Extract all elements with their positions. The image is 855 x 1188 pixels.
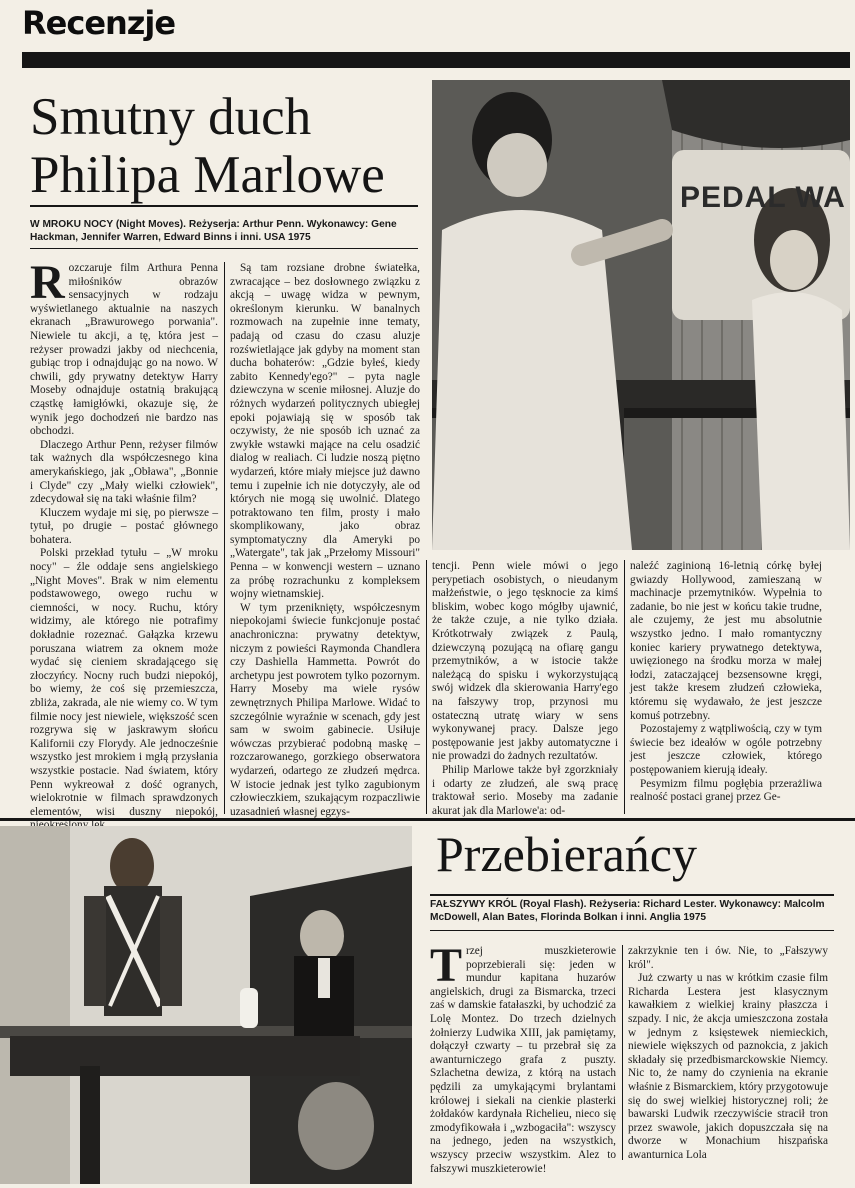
review2-column-2 xyxy=(628,945,828,1163)
column-rule xyxy=(426,560,427,814)
review1-column-4 xyxy=(630,560,822,805)
paragraph: rzej muszkieterowie poprzebierali się: jeden w mundur kapitana huzarów angielskich, drugi za Bismarcka, trzeci zaś w damskie fatałaszki, by uchodzić za Lolę Montez. Do trzech dzielnych żołnierzy Ludwika XIII, jak pamiętamy, dołączył czwarty – tu przebrał się za awanturniczego grafa z puszty. Szlachetna dewiza, z którą na ustach pędzili za umykającymi brylantami królowej i siekali na cienkie plasterki żołdaków kardynała Richelieu, nieco się zmodyfikowała i „wzbogaciła": wszyscy na jednego, jeden na wszystkich, wszyscy przeciw wszystkim. Alez to fałszywi muszkieterowie! xyxy=(430,945,616,1175)
section-divider xyxy=(0,818,855,821)
review1-column-1 xyxy=(30,256,218,833)
film-still-photo-2 xyxy=(0,826,412,1184)
column-rule xyxy=(224,262,225,814)
paragraph: Pozostajemy z wątpliwością, czy w tym świecie bez ideałów w ogóle potrzebny jest jeszcze człowiek, którego postępowaniem kierują ideały. xyxy=(630,723,822,776)
title-rule-2 xyxy=(430,894,834,896)
paragraph: Już czwarty u nas w krótkim czasie film Richarda Lestera jest klasycznym kawałkiem z wielkiej krainy płaszcza i szpady. I nic, że akcja umieszczona została w jednym z księstewek niemieckich, niewiele większych od paznokcia, z jakich składały się przedbismarckowskie Niemcy. Nic to, że namy do czynienia na ekranie właśnie z Bismarckiem, który przygotowuje się do swej wielkiej historycznej roli; że bawarski Ludwik rzeczywiście stracił tron przez swawole, jakich dopuszczała się na dworze w Monachium hiszpańska awanturnica Lola xyxy=(628,972,828,1161)
paragraph: ozczaruje film Arthura Penna miłośników obrazów sensacyjnych w rodzaju wyświetlanego aktualnie na naszych ekranach „Brawurowego porwania". Niewiele tu akcji, a tę, która jest – reżyser prowadzi jakby od niechcenia, gubiąc trop i odnajdując go na nowo. W chwili, gdy prywatny detektyw Harry Moseby odnajduje ostatnią brakującą cząstkę łamigłówki, okazuje się, że wynik jego dochodzeń nie bardzo nas obchodzi. xyxy=(30,262,218,438)
drop-cap: R xyxy=(30,256,65,309)
paragraph: tencji. Penn wiele mówi o jego perypetiach osobistych, o nieudanym małżeństwie, o jego tęsknocie za kimś bliskim, wobec kogo mógłby ujawnić, że także czuje, a nie tylko działa. Krótkotrwały związek z Paulą, dziewczyną pozującą na ofiarę gangu przemytników, a w istocie także należącą do spisku i wykorzystującą swój widzek dla skierowania Harry'ego na fałszywy trop, przynosi mu ostateczną utratę wiary w sens wykonywanej pracy. Dalsze jego postępowanie jest jakby automatyczne i nie prowadzi do żadnych rezultatów. xyxy=(432,560,618,763)
column-rule xyxy=(624,560,625,814)
film-still-photo xyxy=(432,80,850,550)
paragraph: Philip Marlowe także był zgorzkniały i odarty ze złudzeń, ale swą pracę traktował serio. Moseby ma zadanie akurat jak dla Marlowe'a: od- xyxy=(432,763,618,817)
article-title-line1: Smutny duch xyxy=(30,88,312,146)
article-title-2: Przebierańcy xyxy=(436,826,697,882)
review2-column-1 xyxy=(430,939,616,1176)
review1-column-3 xyxy=(432,560,618,818)
credits-rule-2 xyxy=(430,930,834,931)
paragraph: Polski przekład tytułu – „W mroku nocy" – źle oddaje sens angielskiego „Night Moves". Brak w nim elementu podstawowego, owego ruchu w ciemności, w nocy. Ruchu, który widzimy, ale którego nie potrafimy dokładnie rozeznać. Gałązka krzewu poruszana wiatrem za oknem może wydać się cieniem skradającego się złoczyńcy. Nocny ruch budzi niepokój, bo wiemy, że coś się przemieszcza, zbliża, zakrada, ale nie wiemy co. W tym filmie nocy jest niewiele, większość scen rozgrywa się w jaskrawym słońcu Kalifornii czy Florydy. Ale jednocześnie wszystko jest mrokiem i mgłą przysłania wszystkie postacie. Nad światem, który Penn wykreował z dość ogranych, wielokrotnie w filmach sprawdzonych elementów, wisi duszny niepokój, xyxy=(30,547,218,818)
paragraph: W tym przeniknięty, współczesnym niepokojami świecie funkcjonuje postać anachroniczna: prywatny detektyw, niczym z powieści Raymonda Chandlera czy Dashiella Hammetta. Powrót do archetypu jest powrotem tylko pozornym. Harry Moseby ma wiele rysów zewnętrznych Philipa Marlowe. Widać to szczególnie wyraźnie w scenach, gdy jest sam w swoim gabinecie. Usiłuje wówczas przybierać podobną maskę – rozczarowanego, gorzkiego obserwatora wydarzeń, odartego ze złudzeń mędrca. W istocie jednak jest tylko zagubionym człowieczkiem, szukającym rozpaczliwie uzasadnień własnej egzys- xyxy=(230,601,420,818)
review1-column-2 xyxy=(230,262,420,819)
article-title xyxy=(30,88,420,204)
title-rule xyxy=(30,205,418,207)
paragraph: Są tam rozsiane drobne światełka, zwracające – bez dosłownego związku z akcją – uwagę widza w pewnym, określonym kierunku. W banalnych rozmowach na zupełnie inne tematy, padają od czasu do czasu aluzje rozświetlające jak gdyby na moment stan ducha bohaterów: „Gdzie byłeś, kiedy zabito Kennedy'ego?" – pyta nagle dziewczyna w scenie miłosnej. Aluzje do różnych wydarzeń politycznych ubiegłej epoki pojawiają się w sposób tak oczywisty, że nie sposób ich uznać za zwykłe wstawki mające na celu osadzić dialog w realiach. Ci ludzie noszą piętno wydarzeń, które miały miejsce już dawno temu i zupełnie ich nie dotyczyły, ale od których nie mogą się uwolnić. Dlatego potraktowano ten film, prosty i mało skomplikowany, jako obraz symptomatyczny dla Ameryki po „Watergate", tak jak „Przełomy Missouri" Penna – w konwencji western – uznano za próbę rozrachunku z kompleksem wojny wietnamskiej. xyxy=(230,262,420,601)
article-title-line2: Philipa Marlowe xyxy=(30,146,385,204)
film-credits-2: FAŁSZYWY KRÓL (Royal Flash). Reżyseria: Richard Lester. Wykonawcy: Malcolm McDowell, Alan Bates, Florinda Bolkan i inni. Anglia 1975 xyxy=(430,899,825,923)
header-rule xyxy=(22,52,850,68)
film-still-2-illustration xyxy=(0,826,412,1184)
drop-cap-2: T xyxy=(430,939,463,992)
paragraph: Dlaczego Arthur Penn, reżyser filmów tak ważnych dla współczesnego kina amerykańskiego, jak „Obława", „Bonnie i Clyde" czy „Mały wielki człowiek", zdecydował się na taki właśnie film? xyxy=(30,438,218,506)
paragraph: naleźć zaginioną 16-letnią córkę byłej gwiazdy Hollywood, zamieszaną w machinacje przemytników. Wypełnia to zadanie, bo nie jest w końcu takie trudne, ale czujemy, że jest mu absolutnie wszystko jedno. I mało romantyczny koniec kariery prywatnego detektywa, uwięzionego na środku morza w małej łodzi, zataczającej bezsensowne kręgi, jest także kresem złudzeń człowieka, któremu się wydawało, że jest jeszcze komuś potrzebny. xyxy=(630,560,822,722)
paragraph: zakrzyknie ten i ów. Nie, to „Fałszywy król". xyxy=(628,945,828,971)
film-credits: W MROKU NOCY (Night Moves). Reżyserja: Arthur Penn. Wykonawcy: Gene Hackman, Jennifer Warren, Edward Binns i inni. USA 1975 xyxy=(30,219,397,243)
column-rule xyxy=(622,945,623,1160)
sign-text: PEDAL WA xyxy=(680,181,846,214)
paragraph: Kluczem wydaje mi się, po pierwsze – tytuł, po drugie – postać głównego bohatera. xyxy=(30,506,218,546)
paragraph: Pesymizm filmu pogłębia przerażliwa realność postaci granej przez Ge- xyxy=(630,777,822,804)
film-still-illustration xyxy=(432,80,850,550)
credits-rule xyxy=(30,248,418,249)
section-label: Recenzje xyxy=(22,4,176,42)
